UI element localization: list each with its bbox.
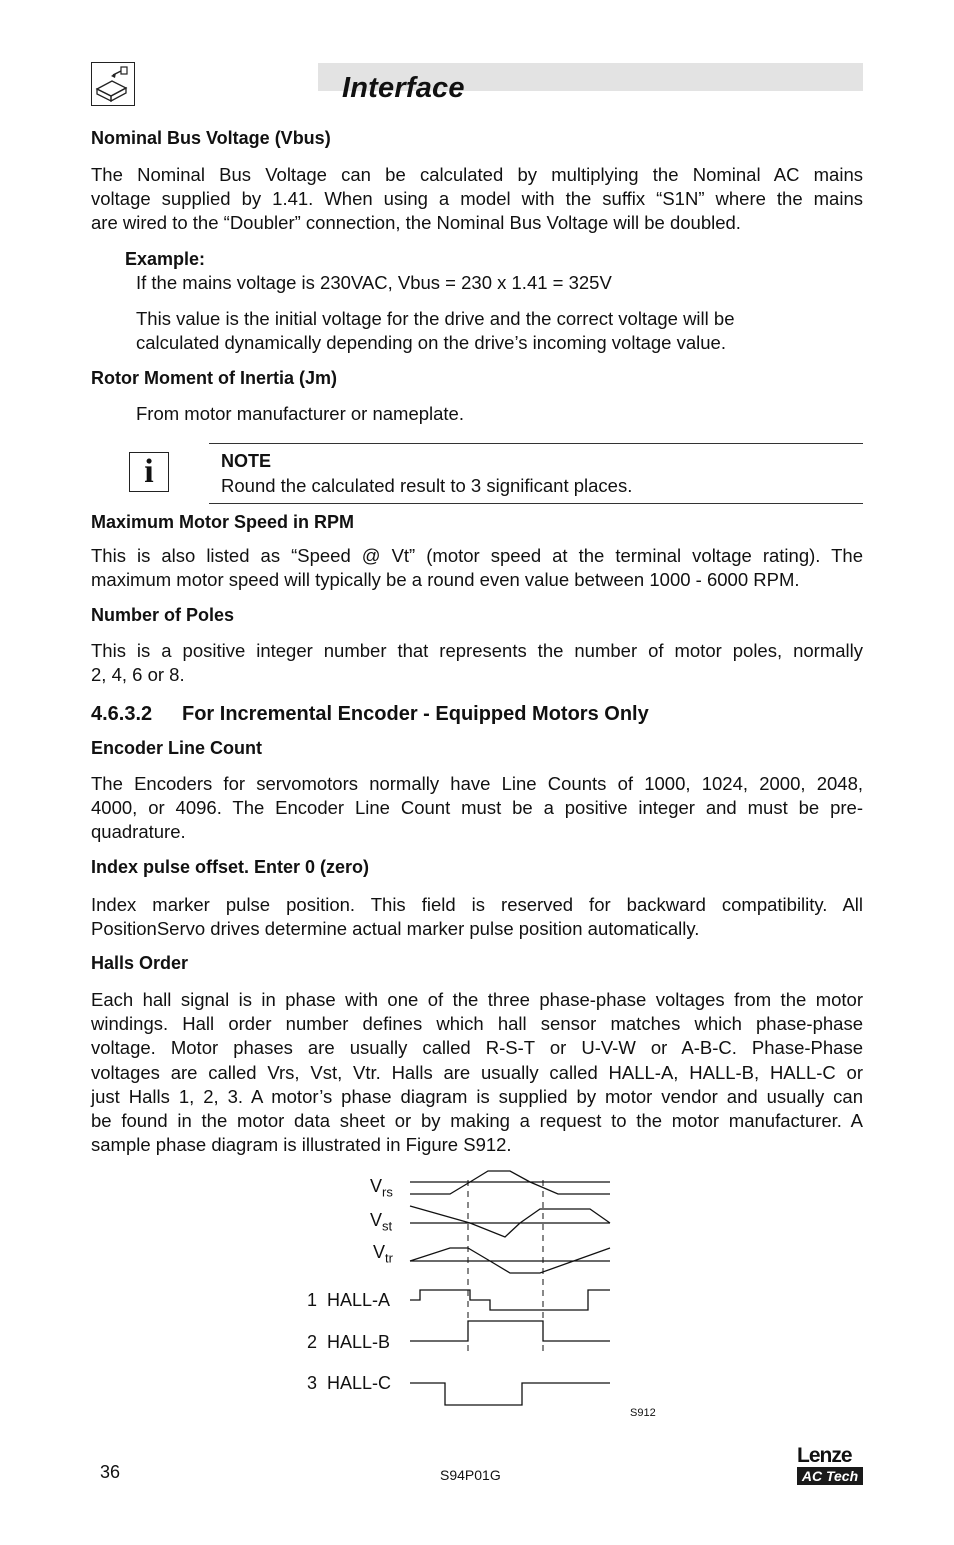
index-pulse-heading: Index pulse offset. Enter 0 (zero) xyxy=(91,857,370,877)
poles-line: 2, 4, 6 or 8. xyxy=(91,664,185,686)
example-note-line: This value is the initial voltage for the drive and the correct voltage will be xyxy=(136,308,735,329)
figure-id: S912 xyxy=(630,1407,656,1419)
max-speed-line: maximum motor speed will typically be a round even value between 1000 - 6000 RPM. xyxy=(91,569,800,591)
max-speed-paragraph xyxy=(91,544,863,592)
max-speed-heading: Maximum Motor Speed in RPM xyxy=(91,512,355,532)
example-label: Example: xyxy=(125,249,206,269)
poles-line: This is a positive integer number that represents the number of motor poles, normally xyxy=(91,640,863,661)
page-title: Interface xyxy=(342,72,465,104)
page-number: 36 xyxy=(100,1462,121,1482)
hall-b-label: 2 HALL-B xyxy=(307,1332,391,1352)
max-speed-line: This is also listed as “Speed @ Vt” (motor speed at the terminal voltage rating). The xyxy=(91,545,863,566)
section-title: For Incremental Encoder - Equipped Motors Only xyxy=(182,703,649,725)
index-pulse-line: PositionServo drives determine actual marker pulse position automatically. xyxy=(91,918,700,940)
index-pulse-line: Index marker pulse position. This field is reserved for backward compatibility. All xyxy=(91,894,863,915)
note-bottom-rule xyxy=(209,503,863,504)
vbus-paragraph xyxy=(91,163,863,236)
halls-line: just Halls 1, 2, 3. A motor’s phase diagram is supplied by motor vendor and usually can xyxy=(91,1085,863,1107)
vbus-heading: Nominal Bus Voltage (Vbus) xyxy=(91,128,331,148)
hall-c-waveform xyxy=(410,1383,610,1405)
vrs-label: $V_{rs}$ xyxy=(370,1176,393,1200)
line-count-line: 4000, or 4096. The Encoder Line Count must be a positive integer and must be pre- xyxy=(91,797,863,819)
interface-icon xyxy=(91,62,135,106)
vbus-line: voltage supplied by 1.41. When using a model with the suffix “S1N” where the mains xyxy=(91,188,863,210)
poles-heading: Number of Poles xyxy=(91,605,235,625)
hall-c-label: 3 HALL-C xyxy=(307,1373,392,1393)
line-count-line: quadrature. xyxy=(91,821,186,843)
example-note-line: calculated dynamically depending on the drive’s incoming voltage value. xyxy=(136,332,726,354)
index-pulse-paragraph xyxy=(91,893,863,941)
inertia-heading: Rotor Moment of Inertia (Jm) xyxy=(91,368,337,388)
example-note xyxy=(136,307,863,355)
doc-code: S94P01G xyxy=(440,1467,501,1483)
halls-line: voltage. Motor phases are usually called R-S-T or U-V-W or A-B-C. Phase-Phase xyxy=(91,1037,863,1059)
note-title: NOTE xyxy=(221,451,272,471)
halls-paragraph xyxy=(91,988,863,1157)
section-number: 4.6.3.2 xyxy=(91,703,153,725)
line-count-paragraph xyxy=(91,772,863,845)
hall-a-waveform xyxy=(410,1290,610,1310)
hall-b-waveform xyxy=(410,1321,610,1341)
halls-line: voltages are called Vrs, Vst, Vtr. Halls are usually called HALL-A, HALL-B, HALL-C or xyxy=(91,1061,863,1083)
info-icon: i xyxy=(129,452,169,492)
halls-line: Each hall signal is in phase with one of the three phase-phase voltages from the motor xyxy=(91,989,863,1010)
vst-waveform xyxy=(410,1206,610,1237)
halls-line: windings. Hall order number defines which hall sensor matches which phase-phase xyxy=(91,1013,863,1035)
note-text: Round the calculated result to 3 significant places. xyxy=(221,475,633,496)
vbus-line: are wired to the “Doubler” connection, the Nominal Bus Voltage will be doubled. xyxy=(91,212,741,234)
halls-line: be found in the motor data sheet or by making a request to the motor manufacturer. A xyxy=(91,1110,863,1132)
logo-top-text: Lenze xyxy=(797,1444,852,1467)
lenze-actech-logo xyxy=(797,1446,863,1485)
poles-paragraph xyxy=(91,639,863,687)
vst-label: $V_{st}$ xyxy=(370,1210,393,1234)
inertia-text: From motor manufacturer or nameplate. xyxy=(136,403,464,424)
logo-bottom-text: AC Tech xyxy=(797,1467,863,1485)
vbus-line: The Nominal Bus Voltage can be calculated by multiplying the Nominal AC mains xyxy=(91,164,863,185)
example-text: If the mains voltage is 230VAC, Vbus = 230 x 1.41 = 325V xyxy=(136,272,612,293)
line-count-heading: Encoder Line Count xyxy=(91,738,262,758)
phase-diagram xyxy=(290,1160,690,1430)
line-count-line: The Encoders for servomotors normally have Line Counts of 1000, 1024, 2000, 2048, xyxy=(91,773,863,794)
halls-heading: Halls Order xyxy=(91,953,189,973)
note-top-rule xyxy=(209,443,863,444)
halls-line: sample phase diagram is illustrated in Figure S912. xyxy=(91,1134,512,1156)
hall-a-label: 1 HALL-A xyxy=(307,1290,391,1310)
vtr-label: $V_{tr}$ xyxy=(373,1242,393,1266)
